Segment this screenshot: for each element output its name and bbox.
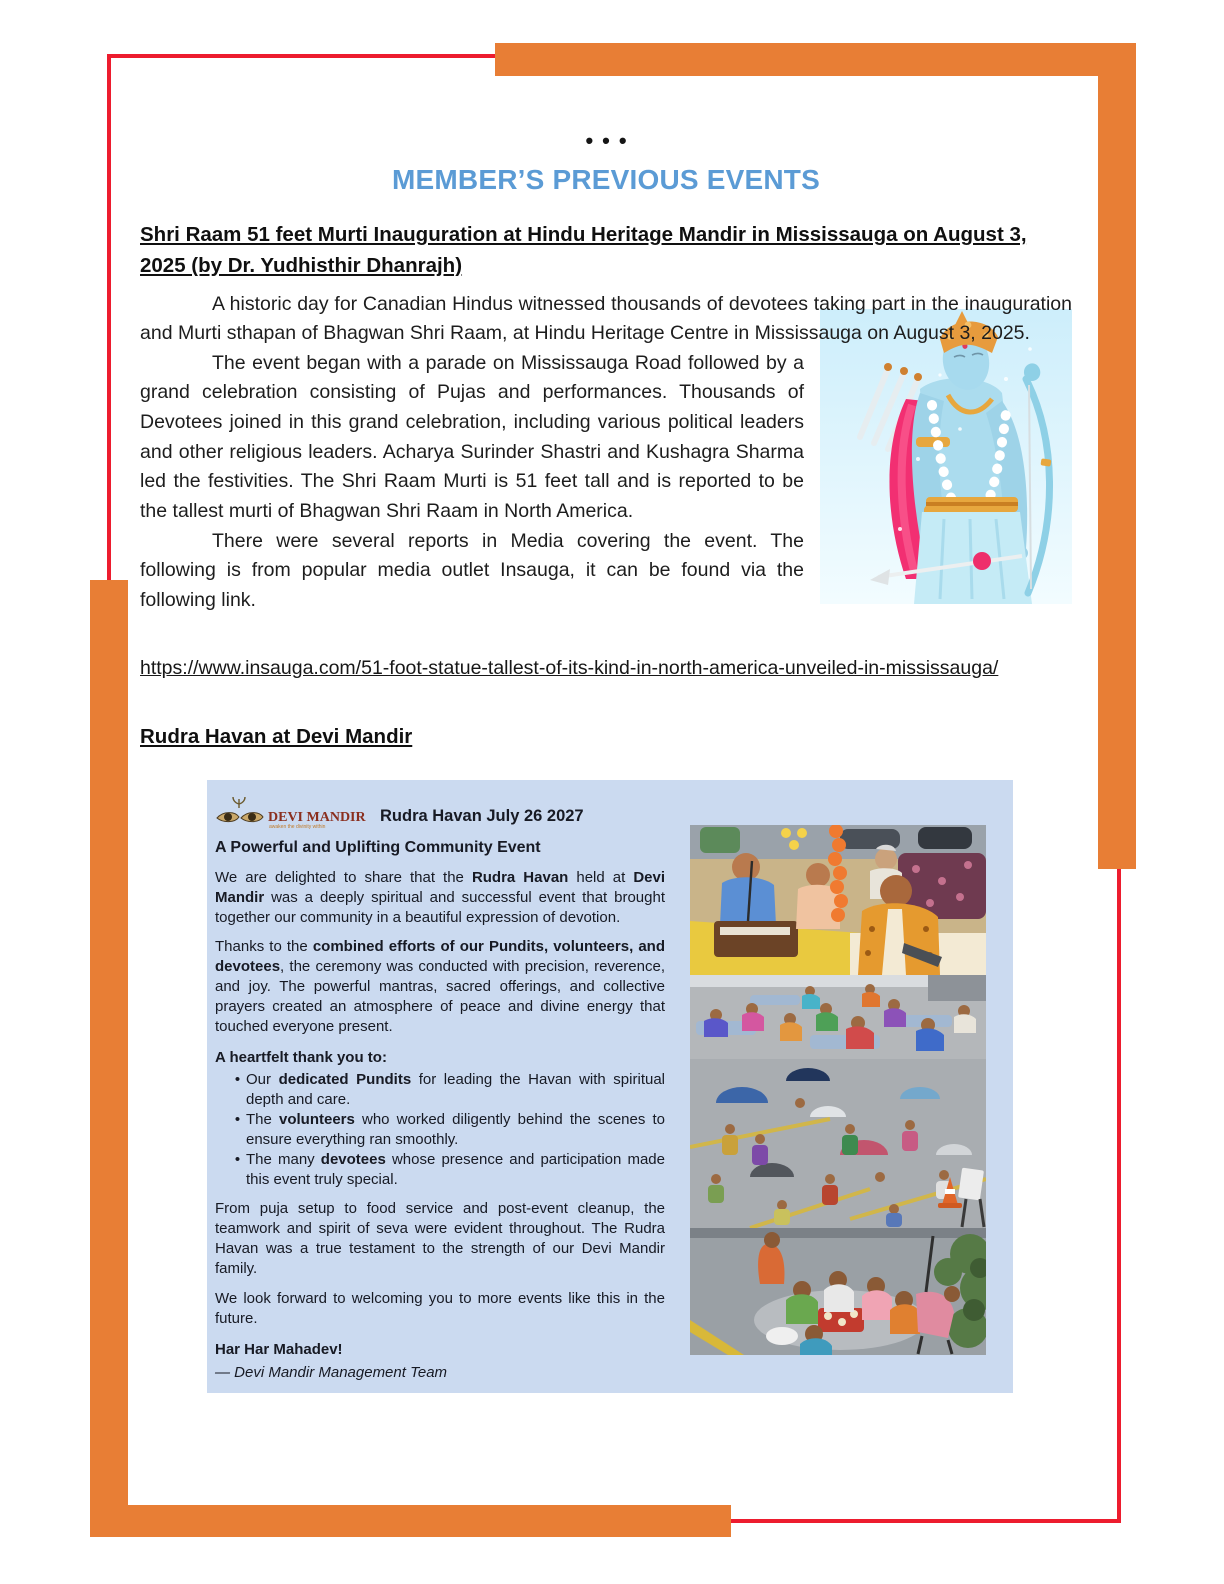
frame-red-bottom-line [728,1519,1119,1523]
flyer-bullet-1-text: Our dedicated Pundits for leading the Havan with spiritual depth and care. [246,1070,665,1108]
flyer-paragraph-4: We look forward to welcoming you to more events like this in the future. [215,1289,665,1327]
devotees-seated-on-mats-photo [690,975,986,1059]
flyer-bullet-2-text: The volunteers who worked diligently behind the scenes to ensure everything ran smoothly. [246,1110,666,1148]
frame-orange-right-bar [1098,43,1136,869]
flyer-paragraph-1: We are delighted to share that the Rudra Havan held at Devi Mandir was a deeply spiritual and successful event that brought together our community in a beautiful expression of devotion. [215,868,666,926]
flyer-bullet-3 [229,1150,665,1190]
flyer-bullet-list [229,1070,665,1191]
community-picnic-photo [690,1228,986,1355]
section-divider-dots: ••• [585,128,636,153]
article1-paragraph-2: The event began with a parade on Mississauga Road followed by a grand celebration consisting of Pujas and performances. Thousands of Devotees joined in this grand celebration, including various political leaders and other religious leaders. Acharya Surinder Shastri and Kushagra Sharma led the festivities. The Shri Raam Murti is 51 feet tall and is reported to be the tallest murti of Bhagwan Shri Raam in North America. [140,351,804,522]
frame-orange-bottom-bar [90,1505,731,1537]
flyer-photo-column [690,825,986,1355]
frame-red-top-line [107,54,499,58]
frame-orange-left-bar [90,580,128,1537]
bullet-dot: • [234,1070,241,1088]
flyer-thanks-heading: A heartfelt thank you to: [215,1048,387,1066]
article2-heading: Rudra Havan at Devi Mandir [140,724,413,748]
flyer-signature: — Devi Mandir Management Team [215,1363,448,1381]
insauga-article-link[interactable]: https://www.insauga.com/51-foot-statue-tallest-of-its-kind-in-north-america-unveiled-in-mississauga/ [140,657,999,680]
flyer-subtitle: A Powerful and Uplifting Community Event [215,839,541,857]
havan-ceremony-pundits-photo [690,825,986,975]
crowd-with-umbrellas-photo [690,1059,986,1228]
shri-raam-statue-photo [820,309,1072,604]
flyer-text-column [215,796,665,1383]
frame-orange-top-bar [495,43,1136,76]
frame-red-left-line [107,54,111,584]
link-paragraph [140,653,1072,683]
article1-heading: Shri Raam 51 feet Murti Inauguration at Hindu Heritage Mandir in Mississauga on August 3, 2025 (by Dr. Yudhisthir Dhanrajh) [140,223,1027,277]
page-title: MEMBER’S PREVIOUS EVENTS [392,164,820,195]
devi-mandir-logo-tagline: awaken the divinity within [269,824,326,831]
flyer-bullet-1 [229,1070,665,1110]
devi-mandir-logo-text: DEVI MANDIR [268,810,366,826]
article1-body [140,290,1072,616]
article1-paragraph-1: A historic day for Canadian Hindus witnessed thousands of devotees taking part in the inauguration and Murti sthapan of Bhagwan Shri Raam, at Hindu Heritage Centre in Mississauga on August 3, 2025. [140,292,1072,345]
flyer-title: Rudra Havan July 26 2027 [380,807,584,826]
shri-raam-statue-illustration [820,309,1072,604]
flyer-bullet-2 [229,1110,665,1150]
page-content [140,130,1072,1393]
flyer-sign-off: Har Har Mahadev! [215,1340,343,1358]
rudra-havan-flyer-image [207,780,1013,1393]
flyer-header [215,796,665,836]
bullet-dot: • [234,1110,241,1128]
bullet-dot: • [234,1151,241,1168]
frame-red-right-line [1117,866,1121,1523]
article1-paragraph-3: There were several reports in Media covering the event. The following is from popular media outlet Insauga, it can be found via the following link. [140,529,804,611]
flyer-paragraph-3: From puja setup to food service and post-event cleanup, the teamwork and spirit of seva were evident throughout. The Rudra Havan was a true testament to the strength of our Devi Mandir family. [215,1200,665,1278]
flyer-paragraph-2: Thanks to the combined efforts of our Pundits, volunteers, and devotees, the ceremony was conducted with precision, reverence, and joy. The powerful mantras, sacred offerings, and collective prayers created an atmosphere of peace and divine energy that touched everyone present. [215,938,665,1036]
flyer-bullet-3-text: The many devotees whose presence and participation made this event truly special. [246,1151,665,1189]
devi-mandir-logo [215,796,373,836]
